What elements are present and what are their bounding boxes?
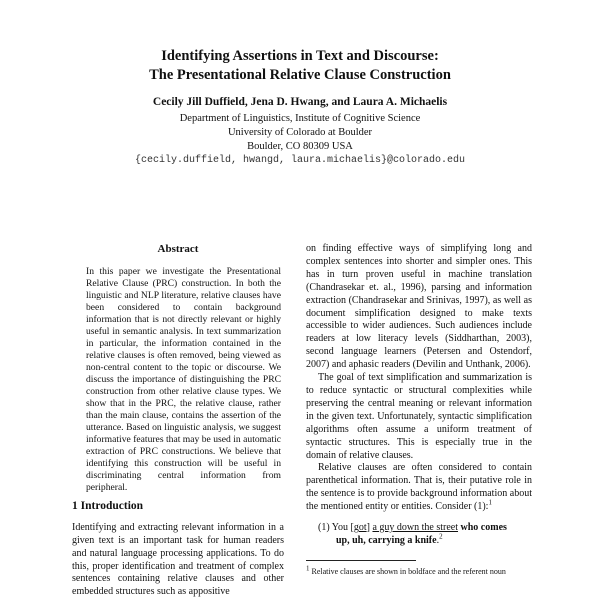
footnote-mark: 1 (306, 564, 310, 573)
footnote-ref-1: 1 (488, 498, 492, 507)
left-column (72, 243, 284, 599)
example-number: (1) You [ (318, 522, 354, 534)
abstract-heading: Abstract (157, 243, 199, 255)
email: {cecily.duffield, hwangd, laura.michaelis}@colorado.edu (134, 155, 466, 166)
example-mid: ] (366, 522, 373, 534)
address: Boulder, CO 80309 USA (247, 141, 353, 152)
right-column (306, 243, 532, 577)
example-np: a guy down the street (372, 522, 459, 534)
title-line-2: The Presentational Relative Clause Construction (149, 67, 451, 83)
right-paragraph-3 (306, 462, 532, 514)
example-1 (306, 522, 532, 548)
footnote-text: Relative clauses are shown in boldface and the referent noun (311, 566, 506, 576)
affiliation-block (0, 112, 600, 168)
introduction-text: Identifying and extracting relevant information in a given text is an important task for human readers and natural language processing applications. To do this, proper identification and treatment of complex sentences containing relative clauses and other embedded structures such as appositive (72, 521, 284, 598)
example-verb: got (353, 522, 367, 534)
example-rc-part2: up, uh, carrying a knife (336, 534, 437, 546)
department: Department of Linguistics, Institute of Cognitive Science (179, 113, 421, 124)
paper-title (0, 47, 600, 85)
footnote-1 (306, 564, 532, 577)
title-line-1: Identifying Assertions in Text and Discourse: (161, 48, 439, 64)
right-paragraph-2: The goal of text simplification and summarization is to reduce syntactic or structural complexities while preserving the central meaning or relevant information in the given text. Unfortunately, syntactic simplification algorithms often assume a uniform treatment of syntactic structures. This is especially true in the domain of relative clauses. (306, 372, 532, 461)
footnote-divider (306, 560, 416, 561)
footnote-ref-2: 2 (439, 532, 443, 541)
author-list: Cecily Jill Duffield, Jena D. Hwang, and Laura A. Michaelis (152, 96, 448, 108)
right-paragraph-1: on finding effective ways of simplifying long and complex sentences into shorter and simpler ones. This has in turn proven useful in machine translation (Chandrasekar et. al., 1996), parsing and information extraction (Chandrasekar and Srinivas, 1997), as well as document simplification designed to make texts accessible to wider audiences. Such audiences include readers at low literacy levels (Siddharthan, 2003), second language learners (Petersen and Ostendorf, 2007) and aphasic readers (Devilin and Unthank, 2006). (306, 243, 532, 371)
right-paragraph-3-text: Relative clauses are often considered to contain parenthetical information. That is, their putative role in the sentence is to provide background information about the mentioned entity or entities. Consider (1): (306, 462, 532, 513)
section-heading-introduction: 1 Introduction (72, 499, 144, 512)
example-rc-part1: who comes (458, 522, 507, 534)
university: University of Colorado at Boulder (227, 127, 373, 138)
abstract-text: In this paper we investigate the Presentational Relative Clause (PRC) construction. In both the linguistic and NLP literature, relative clauses have been considered to contain background information that is not directly relevant or highly useful in semantic analysis. In text summarization in particular, the information contained in the relative clauses is often removed, being viewed as non-central content to the topic or discourse. We discuss the importance of distinguishing the PRC construction from other relative clause types. We show that in the PRC, the relative clause, rather than the main clause, contains the assertion of the utterance. Based on linguistic analysis, we suggest informative features that may be used in automatic extraction of PRC constructions. We believe that identifying this construction will be useful in discriminating central information from peripheral. (86, 265, 281, 493)
example-end: . (436, 534, 440, 546)
